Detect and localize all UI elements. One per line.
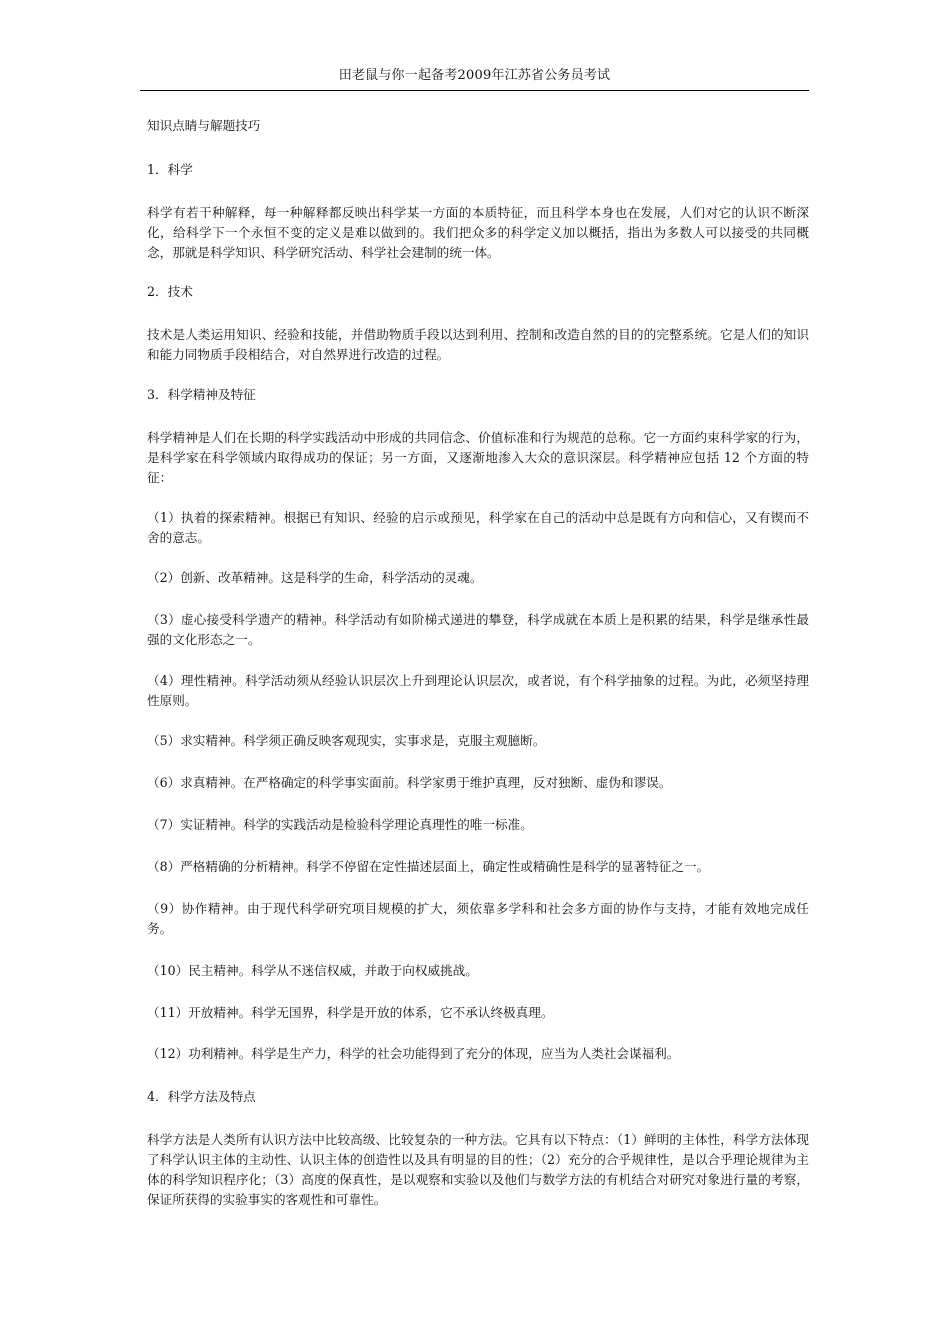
heading-technology: 2．技术 [147,284,193,299]
list-item-8: （8）严格精确的分析精神。科学不停留在定性描述层面上，确定性或精确性是科学的显著特征之一。 [147,859,710,874]
header-title: 田老鼠与你一起备考2009年江苏省公务员考试 [338,68,611,83]
list-item-12: （12）功利精神。科学是生产力，科学的社会功能得到了充分的体现，应当为人类社会谋福利。 [147,1046,680,1061]
paragraph-science-method: 科学方法是人类所有认识方法中比较高级、比较复杂的一种方法。它具有以下特点：（1）鲜明的主体性，科学方法体现了科学认识主体的主动性、认识主体的创造性以及具有明显的目的性；（2）充分的合乎规律性，是以合乎理论规律为主体的科学知识程序化；（3）高度的保真性，是以观察和实验以及他们与数学方法的有机结合对研究对象进行量的考察，保证所获得的实验事实的客观性和可靠性。 [147,1132,809,1207]
paragraph-technology: 技术是人类运用知识、经验和技能，并借助物质手段以达到利用、控制和改造自然的目的的完整系统。它是人们的知识和能力同物质手段相结合，对自然界进行改造的过程。 [147,327,809,362]
list-item-10: （10）民主精神。科学从不迷信权威，并敢于向权威挑战。 [147,963,478,978]
page-header [140,66,809,91]
heading-science: 1．科学 [147,162,193,177]
list-item-3: （3）虚心接受科学遗产的精神。科学活动有如阶梯式递进的攀登，科学成就在本质上是积累的结果，科学是继承性最强的文化形态之一。 [147,612,809,647]
heading-science-method: 4．科学方法及特点 [147,1089,256,1104]
list-item-1: （1）执着的探索精神。根据已有知识、经验的启示或预见，科学家在自己的活动中总是既有方向和信心，又有锲而不舍的意志。 [147,510,809,545]
heading-science-spirit: 3．科学精神及特征 [147,387,256,402]
list-item-2: （2）创新、改革精神。这是科学的生命，科学活动的灵魂。 [147,570,483,585]
list-item-6: （6）求真精神。在严格确定的科学事实面前。科学家勇于维护真理，反对独断、虚伪和谬误。 [147,775,672,790]
list-item-11: （11）开放精神。科学无国界，科学是开放的体系，它不承认终极真理。 [147,1005,554,1020]
list-item-9: （9）协作精神。由于现代科学研究项目规模的扩大，须依靠多学科和社会多方面的协作与支持，才能有效地完成任务。 [147,901,809,936]
section-title: 知识点睛与解题技巧 [147,118,261,133]
list-item-4: （4）理性精神。科学活动须从经验认识层次上升到理论认识层次，或者说，有个科学抽象的过程。为此，必须坚持理性原则。 [147,673,809,708]
list-item-5: （5）求实精神。科学须正确反映客观现实，实事求是，克服主观臆断。 [147,733,546,748]
list-item-7: （7）实证精神。科学的实践活动是检验科学理论真理性的唯一标准。 [147,817,533,832]
paragraph-science: 科学有若干种解释，每一种解释都反映出科学某一方面的本质特征，而且科学本身也在发展，人们对它的认识不断深化，给科学下一个永恒不变的定义是难以做到的。我们把众多的科学定义加以概括，指出为多数人可以接受的共同概念，那就是科学知识、科学研究活动、科学社会建制的统一体。 [147,205,809,260]
paragraph-science-spirit: 科学精神是人们在长期的科学实践活动中形成的共同信念、价值标准和行为规范的总称。它一方面约束科学家的行为，是科学家在科学领域内取得成功的保证；另一方面，又逐渐地渗入大众的意识深层。科学精神应包括 12 个方面的特征： [147,430,809,485]
